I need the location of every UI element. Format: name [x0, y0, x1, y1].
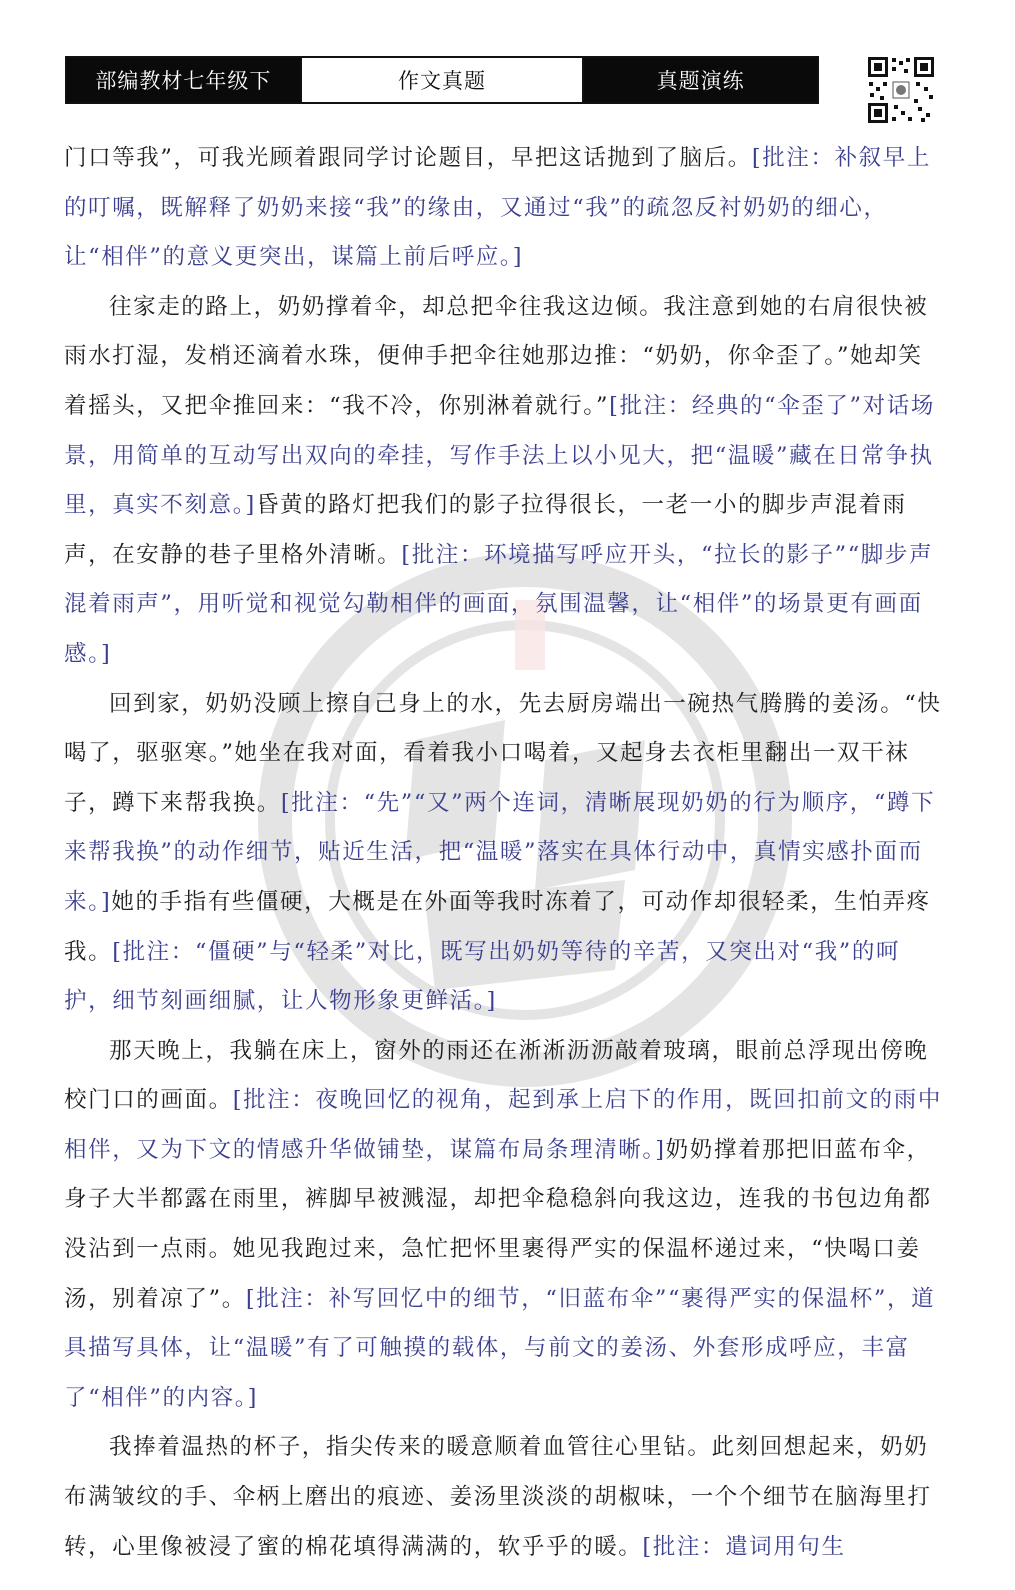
- essay-text: 她的手指有些僵硬，大概是在外面等我时冻着了，可动作却很轻柔，生怕弄疼我。: [64, 888, 931, 965]
- essay-text: 我捧着温热的杯子，指尖传来的暖意顺着血管往心里钻。此刻回想起来，奶奶布满皱纹的手、伞柄上磨出的痕迹、姜汤里淡淡的胡椒味，一个个细节在脑海里打转，心里像被浸了蜜的棉花填得满满的，软乎乎的暖。: [64, 1434, 932, 1560]
- essay-text: 回到家，奶奶没顾上擦自己身上的水，先去厨房端出一碗热气腾腾的姜汤。“快喝了，驱驱寒。”她坐在我对面，看着我小口喝着，又起身去衣柜里翻出一双干袜子，蹲下来帮我换。: [64, 690, 942, 816]
- essay-paragraph: [64, 1423, 944, 1572]
- essay-paragraph: [64, 1027, 944, 1424]
- header-title: 作文真题: [300, 58, 585, 102]
- essay-text: 门口等我”，可我光顾着跟同学讨论题目，早把这话抛到了脑后。: [64, 145, 752, 171]
- essay-body: [64, 134, 944, 1572]
- annotation-text: [批注：环境描写呼应开头，“拉长的影子”“脚步声混着雨声”，用听觉和视觉勾勒相伴的画面，氛围温馨，让“相伴”的场景更有画面感。]: [64, 541, 934, 667]
- annotation-text: [批注：补写回忆中的细节，“旧蓝布伞”“裹得严实的保温杯”，道具描写具体，让“温暖”有了可触摸的载体，与前文的姜汤、外套形成呼应，丰富了“相伴”的内容。]: [64, 1285, 936, 1411]
- annotation-text: [批注：“僵硬”与“轻柔”对比，既写出奶奶等待的辛苦，又突出对“我”的呵护，细节刻画细腻，让人物形象更鲜活。]: [64, 938, 901, 1015]
- annotation-text: [批注：“先”“又”两个连词，清晰展现奶奶的行为顺序，“蹲下来帮我换”的动作细节，贴近生活，把“温暖”落实在具体行动中，真情实感扑面而来。]: [64, 789, 936, 915]
- annotation-text: [批注：遣词用句生: [642, 1533, 846, 1560]
- annotation-text: [批注：补叙早上的叮嘱，既解释了奶奶来接“我”的缘由，又通过“我”的疏忽反衬奶奶的细心，让“相伴”的意义更突出，谋篇上前后呼应。]: [64, 145, 931, 271]
- header-bar: [65, 56, 819, 104]
- essay-text: 昏黄的路灯把我们的影子拉得很长，一老一小的脚步声混着雨声，在安静的巷子里格外清晰。: [64, 492, 907, 568]
- header-section-label: 真题演练: [584, 58, 817, 102]
- essay-text: 那天晚上，我躺在床上，窗外的雨还在淅淅沥沥敲着玻璃，眼前总浮现出傍晚校门口的画面。: [64, 1037, 929, 1114]
- annotation-text: [批注：夜晚回忆的视角，起到承上启下的作用，既回扣前文的雨中相伴，又为下文的情感升华做铺垫，谋篇布局条理清晰。]: [64, 1087, 942, 1163]
- header-grade-label: 部编教材七年级下: [67, 58, 300, 102]
- annotation-text: [批注：经典的“伞歪了”对话场景，用简单的互动写出双向的牵挂，写作手法上以小见大，把“温暖”藏在日常争执里，真实不刻意。]: [64, 392, 935, 519]
- essay-paragraph: [64, 680, 944, 1027]
- essay-text: 往家走的路上，奶奶撑着伞，却总把伞往我这边倾。我注意到她的右肩很快被雨水打湿，发梢还滴着水珠，便伸手把伞往她那边推：“奶奶，你伞歪了。”她却笑着摇头，又把伞推回来：“我不冷，你别淋着就行。”: [64, 293, 929, 419]
- qr-code-icon: [866, 55, 936, 125]
- essay-paragraph: [64, 283, 944, 680]
- essay-text: 奶奶撑着那把旧蓝布伞，身子大半都露在雨里，裤脚早被溅湿，却把伞稳稳斜向我这边，连我的书包边角都没沾到一点雨。她见我跑过来，急忙把怀里裹得严实的保温杯递过来，“快喝口姜汤，别着凉了”。: [64, 1136, 932, 1312]
- essay-paragraph: [64, 134, 944, 283]
